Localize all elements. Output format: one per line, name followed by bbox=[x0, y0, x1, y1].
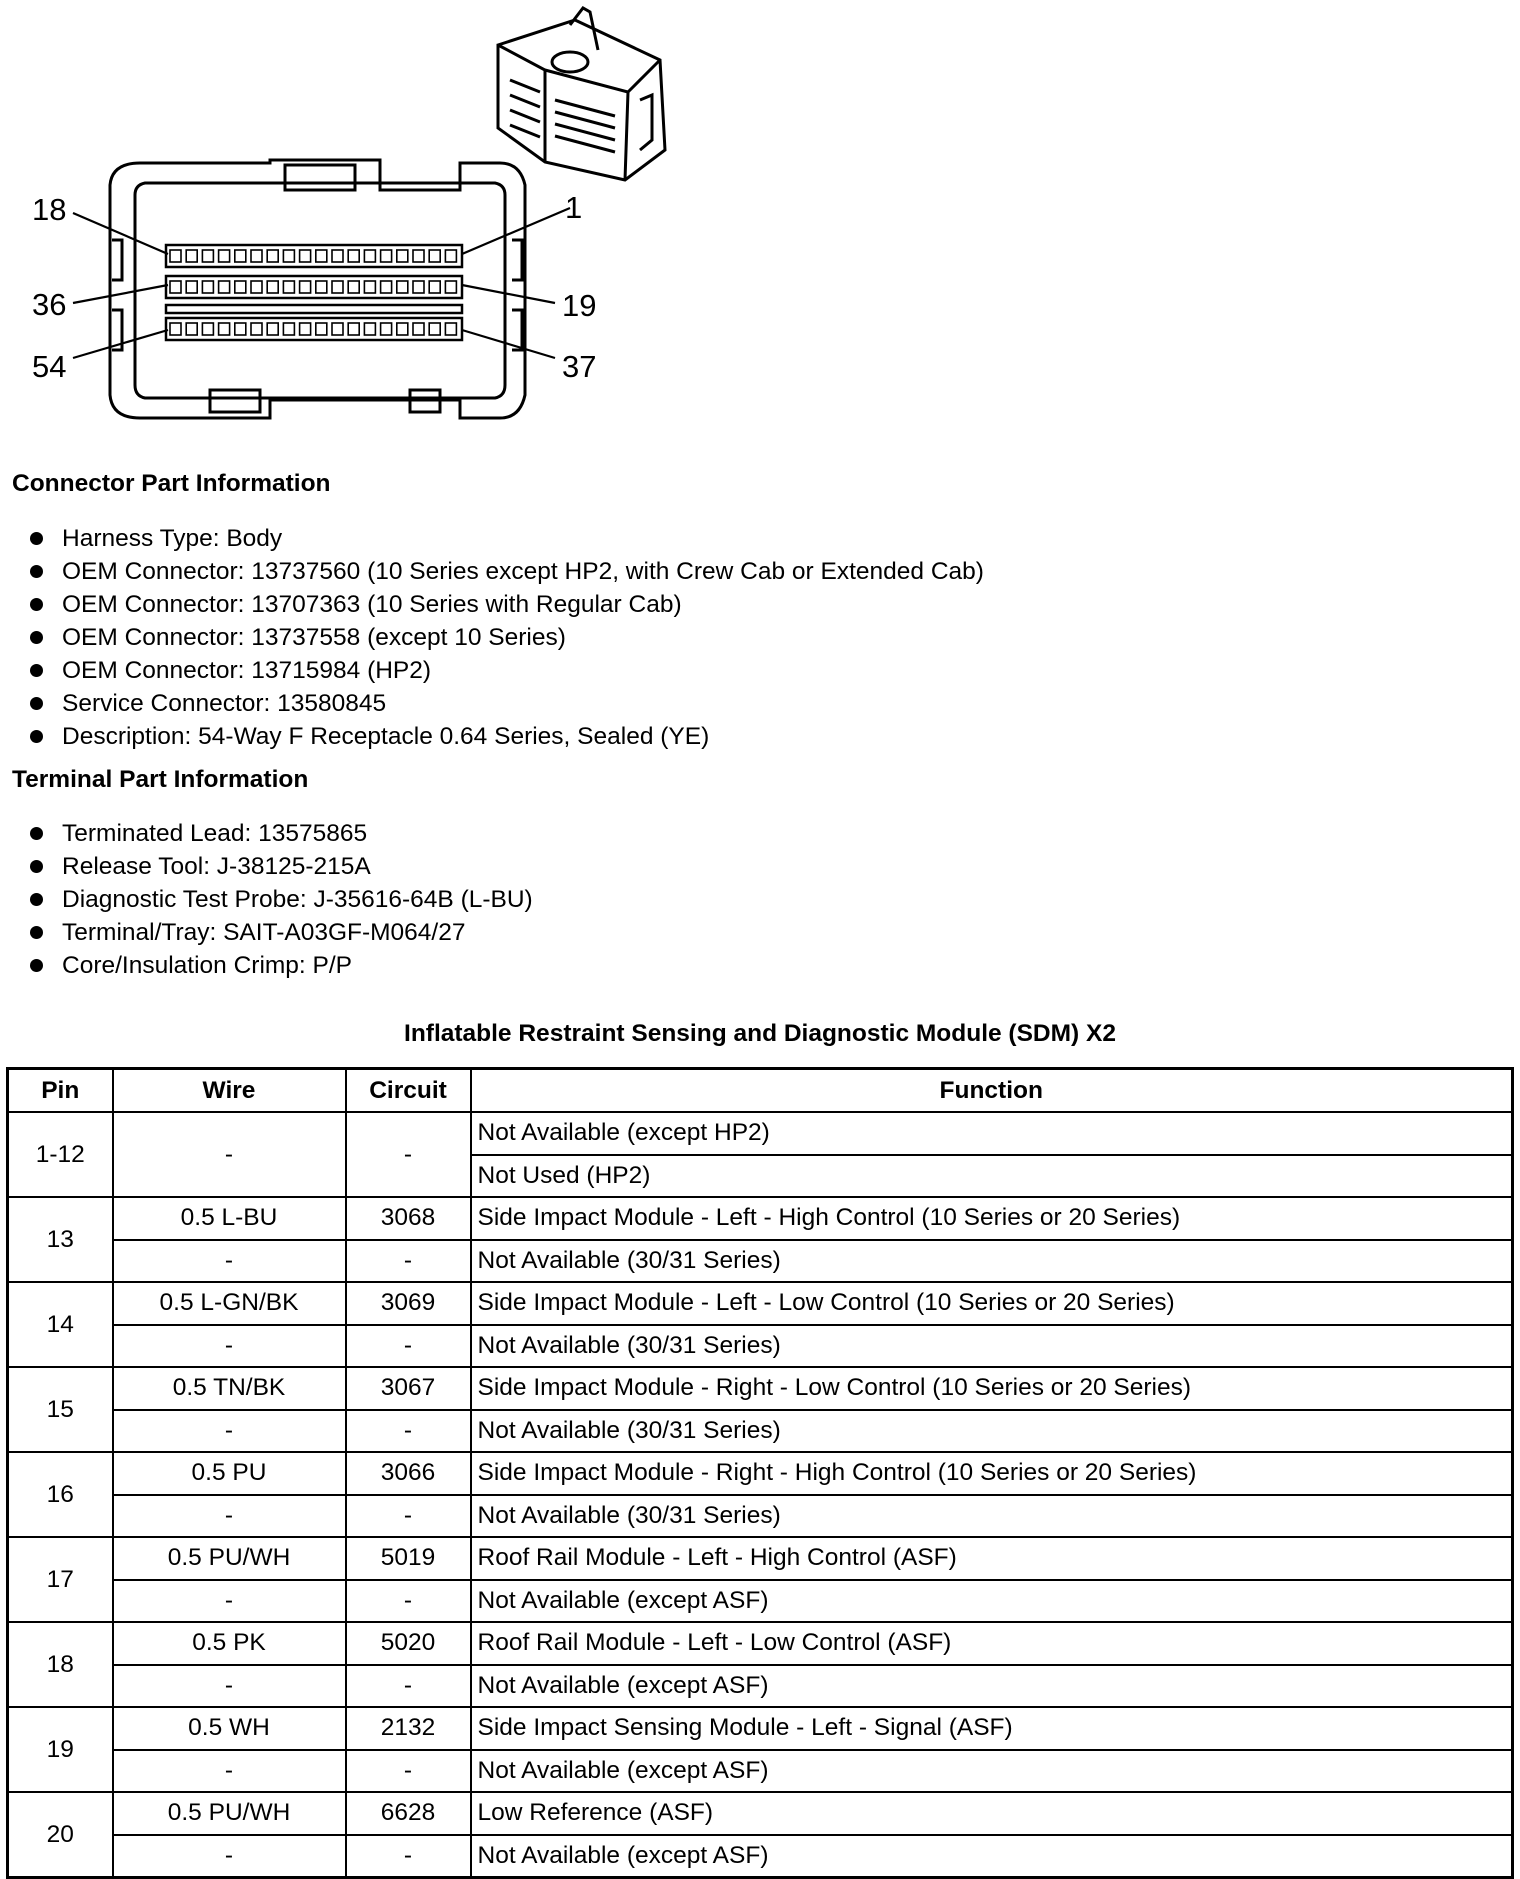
table-row bbox=[8, 1282, 1513, 1325]
wire-cell: 0.5 PU/WH bbox=[113, 1792, 346, 1835]
circuit-cell: 6628 bbox=[346, 1792, 471, 1835]
function-cell: Not Available (30/31 Series) bbox=[471, 1495, 1513, 1538]
circuit-cell: - bbox=[346, 1495, 471, 1538]
table-row bbox=[8, 1580, 1513, 1623]
function-cell: Not Available (except ASF) bbox=[471, 1580, 1513, 1623]
table-row bbox=[8, 1495, 1513, 1538]
wire-cell: - bbox=[113, 1325, 346, 1368]
function-cell: Roof Rail Module - Left - Low Control (ASF) bbox=[471, 1622, 1513, 1665]
wire-cell: 0.5 WH bbox=[113, 1707, 346, 1750]
bullet-icon bbox=[30, 959, 43, 972]
list-item-text: Diagnostic Test Probe: J-35616-64B (L-BU) bbox=[62, 886, 533, 913]
function-cell: Not Available (except ASF) bbox=[471, 1835, 1513, 1878]
circuit-cell: - bbox=[346, 1240, 471, 1283]
wire-cell: 0.5 L-GN/BK bbox=[113, 1282, 346, 1325]
wire-cell: - bbox=[113, 1665, 346, 1708]
table-row bbox=[8, 1197, 1513, 1240]
bullet-icon bbox=[30, 860, 43, 873]
list-item-text: Service Connector: 13580845 bbox=[62, 690, 387, 717]
circuit-cell: 3067 bbox=[346, 1367, 471, 1410]
circuit-cell: 3068 bbox=[346, 1197, 471, 1240]
pin-cell: 20 bbox=[8, 1792, 113, 1878]
header-function: Function bbox=[471, 1069, 1513, 1113]
pin-label-36: 36 bbox=[32, 287, 67, 322]
wire-cell: - bbox=[113, 1410, 346, 1453]
wire-cell: 0.5 TN/BK bbox=[113, 1367, 346, 1410]
function-cell: Roof Rail Module - Left - High Control (ASF) bbox=[471, 1537, 1513, 1580]
circuit-cell: 3066 bbox=[346, 1452, 471, 1495]
list-item-text: OEM Connector: 13737558 (except 10 Series) bbox=[62, 624, 566, 651]
circuit-cell: - bbox=[346, 1325, 471, 1368]
wire-cell: - bbox=[113, 1750, 346, 1793]
pin-cell: 18 bbox=[8, 1622, 113, 1707]
table-row bbox=[8, 1452, 1513, 1495]
wire-cell: - bbox=[113, 1495, 346, 1538]
list-item bbox=[30, 555, 984, 588]
function-cell: Not Available (except HP2) bbox=[471, 1112, 1513, 1155]
circuit-cell: - bbox=[346, 1750, 471, 1793]
table-row bbox=[8, 1112, 1513, 1155]
pin-cell: 13 bbox=[8, 1197, 113, 1282]
pin-cell: 15 bbox=[8, 1367, 113, 1452]
wire-cell: 0.5 PU bbox=[113, 1452, 346, 1495]
circuit-cell: - bbox=[346, 1835, 471, 1878]
table-row bbox=[8, 1240, 1513, 1283]
list-item-text: OEM Connector: 13715984 (HP2) bbox=[62, 657, 432, 684]
bullet-icon bbox=[30, 926, 43, 939]
terminal-part-info-list bbox=[30, 817, 533, 982]
list-item bbox=[30, 654, 984, 687]
circuit-cell: 5020 bbox=[346, 1622, 471, 1665]
table-row bbox=[8, 1410, 1513, 1453]
connector-part-info-heading: Connector Part Information bbox=[12, 470, 331, 497]
function-cell: Not Available (except ASF) bbox=[471, 1665, 1513, 1708]
table-row bbox=[8, 1367, 1513, 1410]
bullet-icon bbox=[30, 730, 43, 743]
circuit-cell: 2132 bbox=[346, 1707, 471, 1750]
wire-cell: 0.5 PU/WH bbox=[113, 1537, 346, 1580]
list-item-text: OEM Connector: 13737560 (10 Series except HP2, with Crew Cab or Extended Cab) bbox=[62, 558, 984, 585]
pin-cell: 17 bbox=[8, 1537, 113, 1622]
circuit-cell: - bbox=[346, 1112, 471, 1197]
list-item bbox=[30, 817, 533, 850]
bullet-icon bbox=[30, 893, 43, 906]
function-cell: Low Reference (ASF) bbox=[471, 1792, 1513, 1835]
header-pin: Pin bbox=[8, 1069, 113, 1113]
pin-cell: 16 bbox=[8, 1452, 113, 1537]
header-wire: Wire bbox=[113, 1069, 346, 1113]
pin-label-19: 19 bbox=[562, 288, 597, 323]
bullet-icon bbox=[30, 697, 43, 710]
wire-cell: 0.5 L-BU bbox=[113, 1197, 346, 1240]
circuit-cell: 3069 bbox=[346, 1282, 471, 1325]
list-item-text: Terminal/Tray: SAIT-A03GF-M064/27 bbox=[62, 919, 466, 946]
wire-cell: - bbox=[113, 1112, 346, 1197]
function-cell: Not Available (except ASF) bbox=[471, 1750, 1513, 1793]
circuit-cell: 5019 bbox=[346, 1537, 471, 1580]
function-cell: Side Impact Module - Right - High Control (10 Series or 20 Series) bbox=[471, 1452, 1513, 1495]
pin-label-18: 18 bbox=[32, 192, 67, 227]
list-item bbox=[30, 720, 984, 753]
table-row bbox=[8, 1325, 1513, 1368]
pin-cell: 19 bbox=[8, 1707, 113, 1792]
pin-label-37: 37 bbox=[562, 349, 597, 384]
list-item-text: OEM Connector: 13707363 (10 Series with Regular Cab) bbox=[62, 591, 682, 618]
function-cell: Side Impact Module - Left - High Control (10 Series or 20 Series) bbox=[471, 1197, 1513, 1240]
list-item-text: Description: 54-Way F Receptacle 0.64 Series, Sealed (YE) bbox=[62, 723, 710, 750]
wire-cell: 0.5 PK bbox=[113, 1622, 346, 1665]
pin-cell: 1-12 bbox=[8, 1112, 113, 1197]
list-item-text: Release Tool: J-38125-215A bbox=[62, 853, 371, 880]
table-title: Inflatable Restraint Sensing and Diagnostic Module (SDM) X2 bbox=[404, 1020, 1116, 1047]
list-item bbox=[30, 850, 533, 883]
list-item-text: Core/Insulation Crimp: P/P bbox=[62, 952, 353, 979]
table-row bbox=[8, 1792, 1513, 1835]
pin-label-1: 1 bbox=[565, 190, 583, 225]
wire-cell: - bbox=[113, 1580, 346, 1623]
connector-front-view bbox=[110, 160, 525, 418]
table-row bbox=[8, 1835, 1513, 1878]
bullet-icon bbox=[30, 664, 43, 677]
header-circuit: Circuit bbox=[346, 1069, 471, 1113]
wire-cell: - bbox=[113, 1835, 346, 1878]
list-item bbox=[30, 522, 984, 555]
bullet-icon bbox=[30, 827, 43, 840]
list-item bbox=[30, 588, 984, 621]
function-cell: Not Available (30/31 Series) bbox=[471, 1325, 1513, 1368]
bullet-icon bbox=[30, 565, 43, 578]
list-item bbox=[30, 687, 984, 720]
function-cell: Not Available (30/31 Series) bbox=[471, 1410, 1513, 1453]
bullet-icon bbox=[30, 532, 43, 545]
table-row bbox=[8, 1537, 1513, 1580]
wire-cell: - bbox=[113, 1240, 346, 1283]
table-row bbox=[8, 1622, 1513, 1665]
function-cell: Side Impact Module - Right - Low Control (10 Series or 20 Series) bbox=[471, 1367, 1513, 1410]
table-header-row bbox=[8, 1069, 1513, 1113]
pin-label-54: 54 bbox=[32, 349, 67, 384]
table-row bbox=[8, 1750, 1513, 1793]
list-item bbox=[30, 916, 533, 949]
list-item bbox=[30, 621, 984, 654]
bullet-icon bbox=[30, 598, 43, 611]
table-row bbox=[8, 1665, 1513, 1708]
circuit-cell: - bbox=[346, 1665, 471, 1708]
connector-part-info-list bbox=[30, 522, 984, 753]
pinout-table bbox=[6, 1067, 1514, 1879]
table-row bbox=[8, 1707, 1513, 1750]
function-cell: Not Available (30/31 Series) bbox=[471, 1240, 1513, 1283]
function-cell: Not Used (HP2) bbox=[471, 1155, 1513, 1198]
list-item-text: Terminated Lead: 13575865 bbox=[62, 820, 368, 847]
circuit-cell: - bbox=[346, 1580, 471, 1623]
pin-cell: 14 bbox=[8, 1282, 113, 1367]
bullet-icon bbox=[30, 631, 43, 644]
function-cell: Side Impact Sensing Module - Left - Signal (ASF) bbox=[471, 1707, 1513, 1750]
list-item-text: Harness Type: Body bbox=[62, 525, 283, 552]
circuit-cell: - bbox=[346, 1410, 471, 1453]
connector-3d-view bbox=[498, 8, 665, 180]
list-item bbox=[30, 949, 533, 982]
connector-diagram bbox=[0, 0, 760, 440]
function-cell: Side Impact Module - Left - Low Control (10 Series or 20 Series) bbox=[471, 1282, 1513, 1325]
list-item bbox=[30, 883, 533, 916]
terminal-part-info-heading: Terminal Part Information bbox=[12, 766, 309, 793]
